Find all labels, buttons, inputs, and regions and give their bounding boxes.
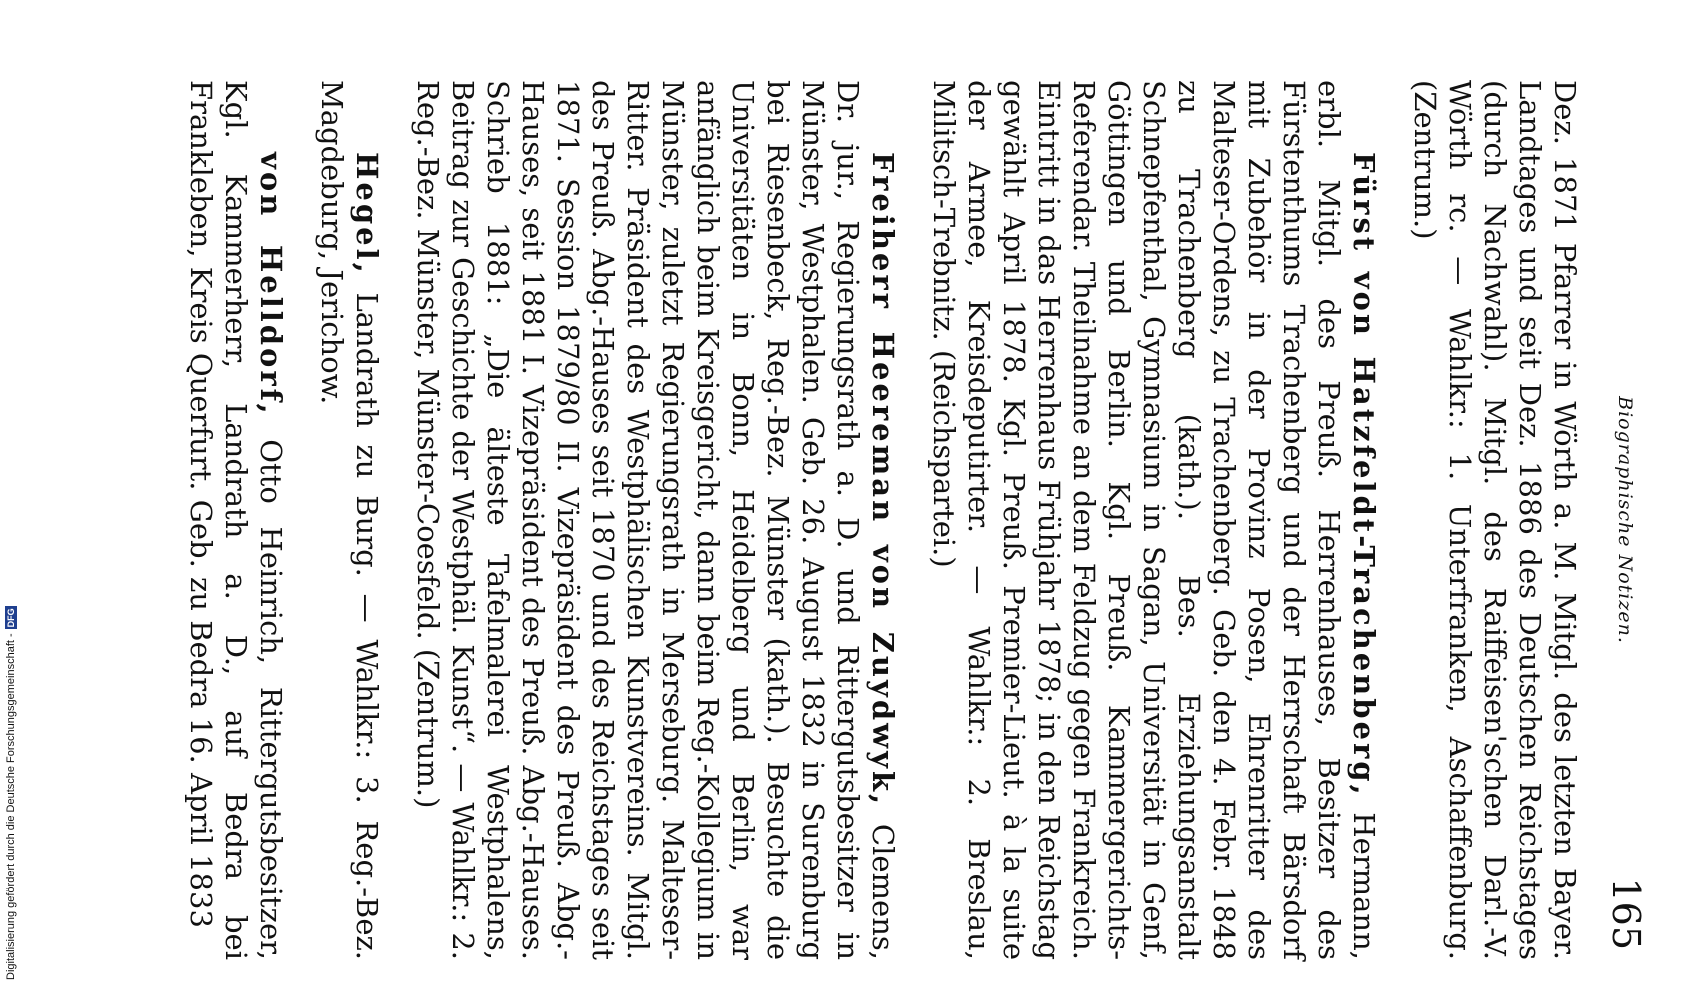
- entry-name: Fürst von Hatzfeldt-Trachenberg,: [1347, 152, 1381, 798]
- document-page: [82, 80, 1648, 960]
- entry-name: Hegel,: [350, 152, 384, 276]
- biography-entry-hegel: [314, 80, 384, 960]
- entry-name: Freiherr Heereman von Zuydwyk,: [866, 152, 900, 808]
- page-number: 165: [1604, 877, 1648, 950]
- entry-text: Landrath zu Burg. — Wahlkr.: 3. Reg.-Bez. Magdeburg, Jerichow.: [315, 80, 384, 960]
- entry-name: von Helldorf,: [254, 152, 288, 417]
- biography-entry-helldorf: [183, 80, 288, 960]
- entry-text: Hermann, erbl. Mitgl. des Preuß. Herrenhauses, Besitzer des Fürstenthums Trachenberg und der Herrschaft Bärsdorf mit Zubehör in der Provinz Posen, Ehrenritter des Malteser-Ordens, zu Trachenberg. Geb. den 4. Febr. 1848 zu Trachenberg (kath.). Bes. Erziehungsanstalt Schnepfenthal, Gymnasium in Sagan, Universität in Genf, Göttingen und Berlin. Kgl. Preuß. Kammergerichts-Referendar. Theilnahme an dem Feldzug gegen Frankreich. Eintritt in das Herrenhaus Frühjahr 1878; in den Reichstag gewählt April 1878. Kgl. Preuß. Premier-Lieut. à la suite der Armee, Kreisdeputirter. — Wahlkr.: 2. Breslau, Militsch-Trebnitz. (Reichspartei.): [927, 80, 1381, 960]
- entry-text: Clemens, Dr. jur., Regierungsrath a. D. und Rittergutsbesitzer in Münster, Westphalen. Geb. 26. August 1832 in Surenburg bei Riesenbeck, Reg.-Bez. Münster (kath.). Besuchte die Universitäten in Bonn, Heidelberg und Berlin, war anfänglich beim Kreisgericht, dann beim Reg.-Kollegium in Münster, zuletzt Regierungsrath in Merseburg. Malteser-Ritter. Präsident des Westphälischen Kunstvereins. Mitgl. des Preuß. Abg.-Hauses seit 1870 und des Reichstages seit 1871. Session 1879/80 II. Vizepräsident des Preuß. Abg.-Hauses, seit 1881 I. Vizepräsident des Preuß. Abg.-Hauses. Schrieb 1881: „Die älteste Tafelmalerei Westphalens, Beitrag zur Geschichte der Westphäl. Kunst“. — Wahlkr.: 2. Reg.-Bez. Münster, Münster-Coesfeld. (Zentrum.): [411, 80, 900, 960]
- biography-entry-continued: [1407, 80, 1582, 960]
- digitization-credit-strip: [0, 0, 26, 1000]
- running-head: Biographische Notizen.: [1614, 396, 1636, 644]
- entry-text: Otto Heinrich, Rittergutsbesitzer, Kgl. Kammerherr, Landrath a. D., auf Bedra bei Frankleben, Kreis Querfurt. Geb. zu Bedra 16. April 1833: [184, 80, 288, 960]
- dfg-logo-icon: DFG: [6, 608, 16, 628]
- digitization-credit: [5, 606, 17, 980]
- biography-entry-heereman: [410, 80, 900, 960]
- biography-entry-hatzfeldt: [926, 80, 1381, 960]
- entry-text: Dez. 1871 Pfarrer in Wörth a. M. Mitgl. des letzten Bayer. Landtages und seit Dez. 1886 des Deutschen Reichstages (durch Nachwahl). Mitgl. des Raiffeisen'schen Darl.-V. Wörth rc. — Wahlkr.: 1. Unterfranken, Aschaffenburg. (Zentrum.): [1408, 80, 1582, 960]
- page-header: [1582, 80, 1648, 960]
- credit-text: Digitalisierung gefördert durch die Deutsche Forschungsgemeinschaft -: [5, 633, 17, 980]
